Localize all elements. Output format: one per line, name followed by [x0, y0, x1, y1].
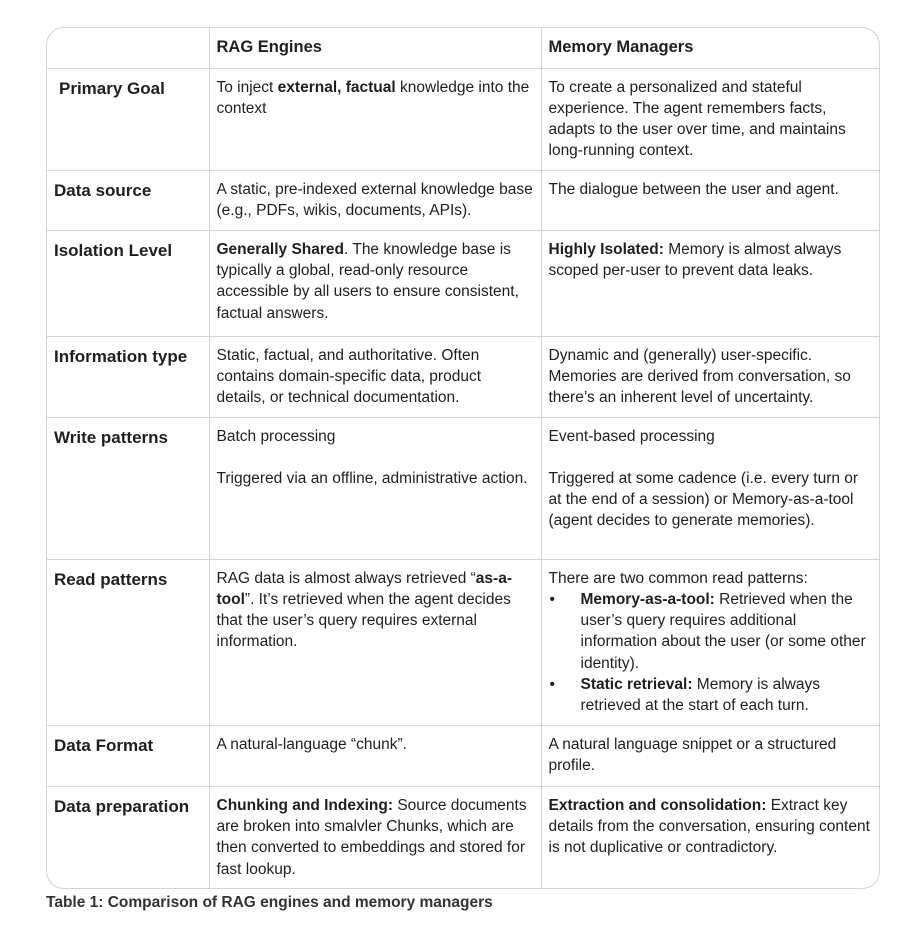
cell-rag-isolation-level: Generally Shared. The knowledge base is typically a global, read-only resource accessible by all users to ensure consistent, factual answers. [209, 230, 541, 336]
row-write-patterns [47, 417, 880, 559]
table-caption: Table 1: Comparison of RAG engines and memory managers [46, 894, 493, 911]
row-label-isolation-level: Isolation Level [47, 230, 209, 336]
row-label-data-source: Data source [47, 170, 209, 230]
header-empty [47, 28, 209, 68]
cell-rag-read-patterns: RAG data is almost always retrieved “as-a-tool”. It’s retrieved when the agent decides that the user’s query requires external information. [209, 559, 541, 725]
cell-mem-primary-goal: To create a personalized and stateful experience. The agent remembers facts, adapts to the user over time, and maintains long-running context. [541, 68, 880, 170]
list-item: • Static retrieval: Memory is always retrieved at the start of each turn. [549, 674, 875, 717]
row-isolation-level [47, 230, 880, 336]
read-patterns-list [549, 589, 875, 717]
cell-rag-data-format: A natural-language “chunk”. [209, 725, 541, 786]
row-primary-goal [47, 68, 880, 170]
row-data-source [47, 170, 880, 230]
row-data-format [47, 725, 880, 786]
cell-rag-data-source: A static, pre-indexed external knowledge base (e.g., PDFs, wikis, documents, APIs). [209, 170, 541, 230]
row-label-information-type: Information type [47, 336, 209, 417]
comparison-table-wrapper [46, 27, 880, 889]
row-label-write-patterns: Write patterns [47, 417, 209, 559]
cell-rag-data-preparation: Chunking and Indexing: Source documents are broken into smalvler Chunks, which are then converted to embeddings and stored for fast lookup. [209, 786, 541, 888]
cell-rag-primary-goal: To inject external, factual knowledge into the context [209, 68, 541, 170]
comparison-table [46, 27, 880, 889]
row-read-patterns [47, 559, 880, 725]
cell-rag-information-type: Static, factual, and authoritative. Often contains domain-specific data, product details, or technical documentation. [209, 336, 541, 417]
row-label-read-patterns: Read patterns [47, 559, 209, 725]
cell-mem-isolation-level: Highly Isolated: Memory is almost always scoped per-user to prevent data leaks. [541, 230, 880, 336]
cell-rag-write-patterns: Batch processing Triggered via an offline, administrative action. [209, 417, 541, 559]
cell-mem-write-patterns: Event-based processing Triggered at some cadence (i.e. every turn or at the end of a session) or Memory-as-a-tool (agent decides to generate memories). [541, 417, 880, 559]
row-data-preparation [47, 786, 880, 888]
row-label-data-preparation: Data preparation [47, 786, 209, 888]
list-item: • Memory-as-a-tool: Retrieved when the user’s query requires additional information about the user (or some other identity). [549, 589, 875, 674]
cell-mem-read-patterns: There are two common read patterns: • Memory-as-a-tool: Retrieved when the user’s query requires additional information about the user (or some other identity). • Static retrieval: Memory is always retrieved at the start of each turn. [541, 559, 880, 725]
row-label-primary-goal: Primary Goal [47, 68, 209, 170]
header-row [47, 28, 880, 68]
cell-mem-data-source: The dialogue between the user and agent. [541, 170, 880, 230]
row-label-data-format: Data Format [47, 725, 209, 786]
cell-mem-information-type: Dynamic and (generally) user-specific. Memories are derived from conversation, so there’s an inherent level of uncertainty. [541, 336, 880, 417]
row-information-type [47, 336, 880, 417]
header-memory-managers: Memory Managers [541, 28, 880, 68]
cell-mem-data-preparation: Extraction and consolidation: Extract key details from the conversation, ensuring content is not duplicative or contradictory. [548, 796, 870, 857]
cell-mem-data-format: A natural language snippet or a structured profile. [541, 725, 880, 786]
header-rag-engines: RAG Engines [209, 28, 541, 68]
